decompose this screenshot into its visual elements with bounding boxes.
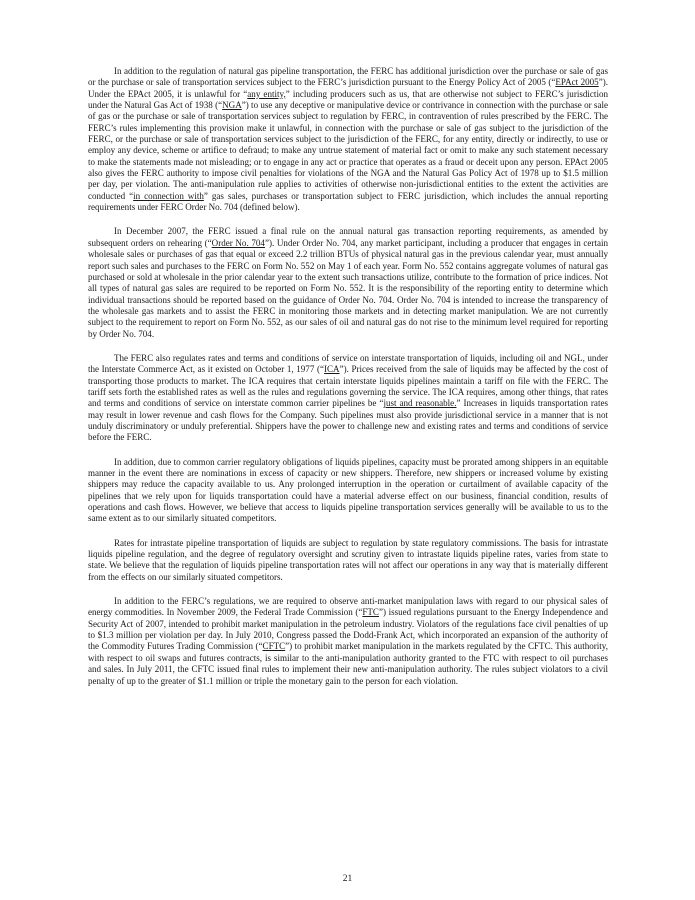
- paragraph-ica-liquids: [88, 353, 608, 444]
- defined-term: just and reasonable.: [383, 398, 457, 409]
- defined-term: in connection with: [133, 190, 204, 201]
- text-run: ”). Prices received from the sale of liquids may be affected by the cost of transporting those products to market. The ICA requires that certain interstate liquids pipelines maintain a tariff on file with the FERC. The tariff sets forth the established rates as well as the rules and regulations governing the service. The ICA requires, among other things, that rates and terms and conditions of service on interstate common carrier pipelines be “: [88, 364, 608, 409]
- text-run: In December 2007, the FERC issued a final rule on the annual natural gas transaction reporting requirements, as amended by subsequent orders on rehearing (“: [88, 226, 608, 248]
- text-run: ” gas sales, purchases or transportation subject to FERC jurisdiction, which includes the annual reporting requirements under FERC Order No. 704 (defined below).: [88, 190, 608, 213]
- paragraph-order-704: [88, 226, 608, 339]
- page-number: 21: [342, 874, 353, 884]
- defined-term: ICA: [323, 364, 340, 375]
- defined-term: FTC: [362, 607, 379, 618]
- text-run: ”). Under the EPAct 2005, it is unlawful for “: [88, 77, 608, 99]
- document-body: [88, 66, 608, 700]
- text-run: ”) issued regulations pursuant to the Energy Independence and Security Act of 2007, intended to prohibit market manipulation in the petroleum industry. Violators of the regulations face civil penalties of up to $1.3 million per violation per day. In July 2010, Congress passed the Dodd-Frank Act, which incorporated an expansion of the authority of the Commodity Futures Trading Commission (“: [88, 607, 609, 652]
- text-run: ” Increases in liquids transportation rates may result in lower revenue and cash flows for the Company. Such pipelines must also provide jurisdictional service in a manner that is not unduly discriminatory or unduly preferential. Shippers have the power to challenge new and existing rates and terms and conditions of service before the FERC.: [88, 398, 608, 443]
- text-run: Rates for intrastate pipeline transportation of liquids are subject to regulation by state regulatory commissions. The basis for intrastate liquids pipeline regulation, and the degree of regulatory oversight and scrutiny given to intrastate liquids pipeline rates, varies from state to state. We believe that the regulation of liquids pipeline transportation rates will not affect our operations in any way that is materially different from the effects on our similarly situated competitors.: [88, 537, 608, 582]
- text-run: ” including producers such as us, that are otherwise not subject to FERC’s jurisdiction under the Natural Gas Act of 1938 (“: [88, 88, 608, 111]
- text-run: In addition, due to common carrier regulatory obligations of liquids pipelines, capacity must be prorated among shippers in an equitable manner in the event there are nominations in excess of capacity or new shippers. Therefore, new shippers or increased volume by existing shippers may reduce the capacity available to us. Any prolonged interruption in the operation or curtailment of available capacity of the pipelines that we rely upon for liquids transportation could have a material adverse effect on our business, financial condition, results of operations and cash flows. However, we believe that access to liquids pipeline transportation services generally will be available to us to the same extent as to our similarly situated competitors.: [88, 456, 608, 524]
- defined-term: EPAct 2005: [555, 77, 599, 88]
- paragraph-common-carrier: [88, 457, 608, 525]
- paragraph-anti-manipulation: [88, 596, 608, 687]
- text-run: The FERC also regulates rates and terms and conditions of service on interstate transportation of liquids, including oil and NGL, under the Interstate Commerce Act, as it existed on October 1, 1977 (“: [88, 352, 608, 375]
- defined-term: CFTC: [262, 641, 286, 652]
- text-run: ”). Under Order No. 704, any market participant, including a producer that engages in certain wholesale sales or purchases of gas that equal or exceed 2.2 trillion BTUs of physical natural gas in the previous calendar year, must annually report such sales and purchases to the FERC on Form No. 552 on May 1 of each year. Form No. 552 contains aggregate volumes of natural gas purchased or sold at wholesale in the prior calendar year to the extent such transactions utilize, contribute to the formation of price indices. Not all types of natural gas sales are required to be reported on Form No. 552. It is the responsibility of the reporting entity to determine which individual transactions should be reported based on the guidance of Order No. 704. Order No. 704 is intended to increase the transparency of the wholesale gas markets and to assist the FERC in monitoring those markets and in detecting market manipulation. We are not currently subject to the requirement to report on Form No. 552, as our sales of oil and natural gas do not rise to the minimum level required for reporting by Order No. 704.: [88, 237, 609, 339]
- text-run: ”) to use any deceptive or manipulative device or contrivance in connection with the purchase or sale of gas or the purchase or sale of transportation services subject to regulation by FERC, in contravention of rules prescribed by the FERC. The FERC’s rules implementing this provision make it unlawful, in connection with the purchase or sale of gas subject to the jurisdiction of the FERC, or the purchase or sale of transportation services subject to the jurisdiction of the FERC, for any entity, directly or indirectly, to use or employ any device, scheme or artifice to defraud; to make any untrue statement of material fact or omit to make any such statement necessary to make the statements made not misleading; or to engage in any act or practice that operates as a fraud or deceit upon any person. EPAct 2005 also gives the FERC authority to impose civil penalties for violations of the NGA and the Natural Gas Policy Act of 1978 up to $1.5 million per day, per violation. The anti-manipulation rule applies to activities of otherwise non-jurisdictional entities to the extent the activities are conducted “: [88, 100, 608, 201]
- text-run: ”) to prohibit market manipulation in the markets regulated by the CFTC. This authority, with respect to oil swaps and futures contracts, is similar to the anti-manipulation authority granted to the FTC with respect to oil purchases and sales. In July 2011, the CFTC issued final rules to implement their new anti-manipulation authority. The rules subject violators to a civil penalty of up to the greater of $1.1 million or triple the monetary gain to the person for each violation.: [88, 641, 608, 686]
- text-run: In addition to the regulation of natural gas pipeline transportation, the FERC has additional jurisdiction over the purchase or sale of gas or the purchase or sale of transportation services subject to the FERC’s jurisdiction pursuant to the Energy Policy Act of 2005 (“: [88, 66, 608, 88]
- paragraph-epact-2005: [88, 66, 608, 213]
- paragraph-intrastate-rates: [88, 538, 608, 583]
- text-run: In addition to the FERC’s regulations, we are required to observe anti-market manipulation laws with regard to our physical sales of energy commodities. In November 2009, the Federal Trade Commission (“: [88, 596, 608, 618]
- defined-term: any entity,: [247, 88, 286, 99]
- defined-term: Order No. 704: [211, 237, 265, 248]
- defined-term: NGA: [222, 100, 242, 111]
